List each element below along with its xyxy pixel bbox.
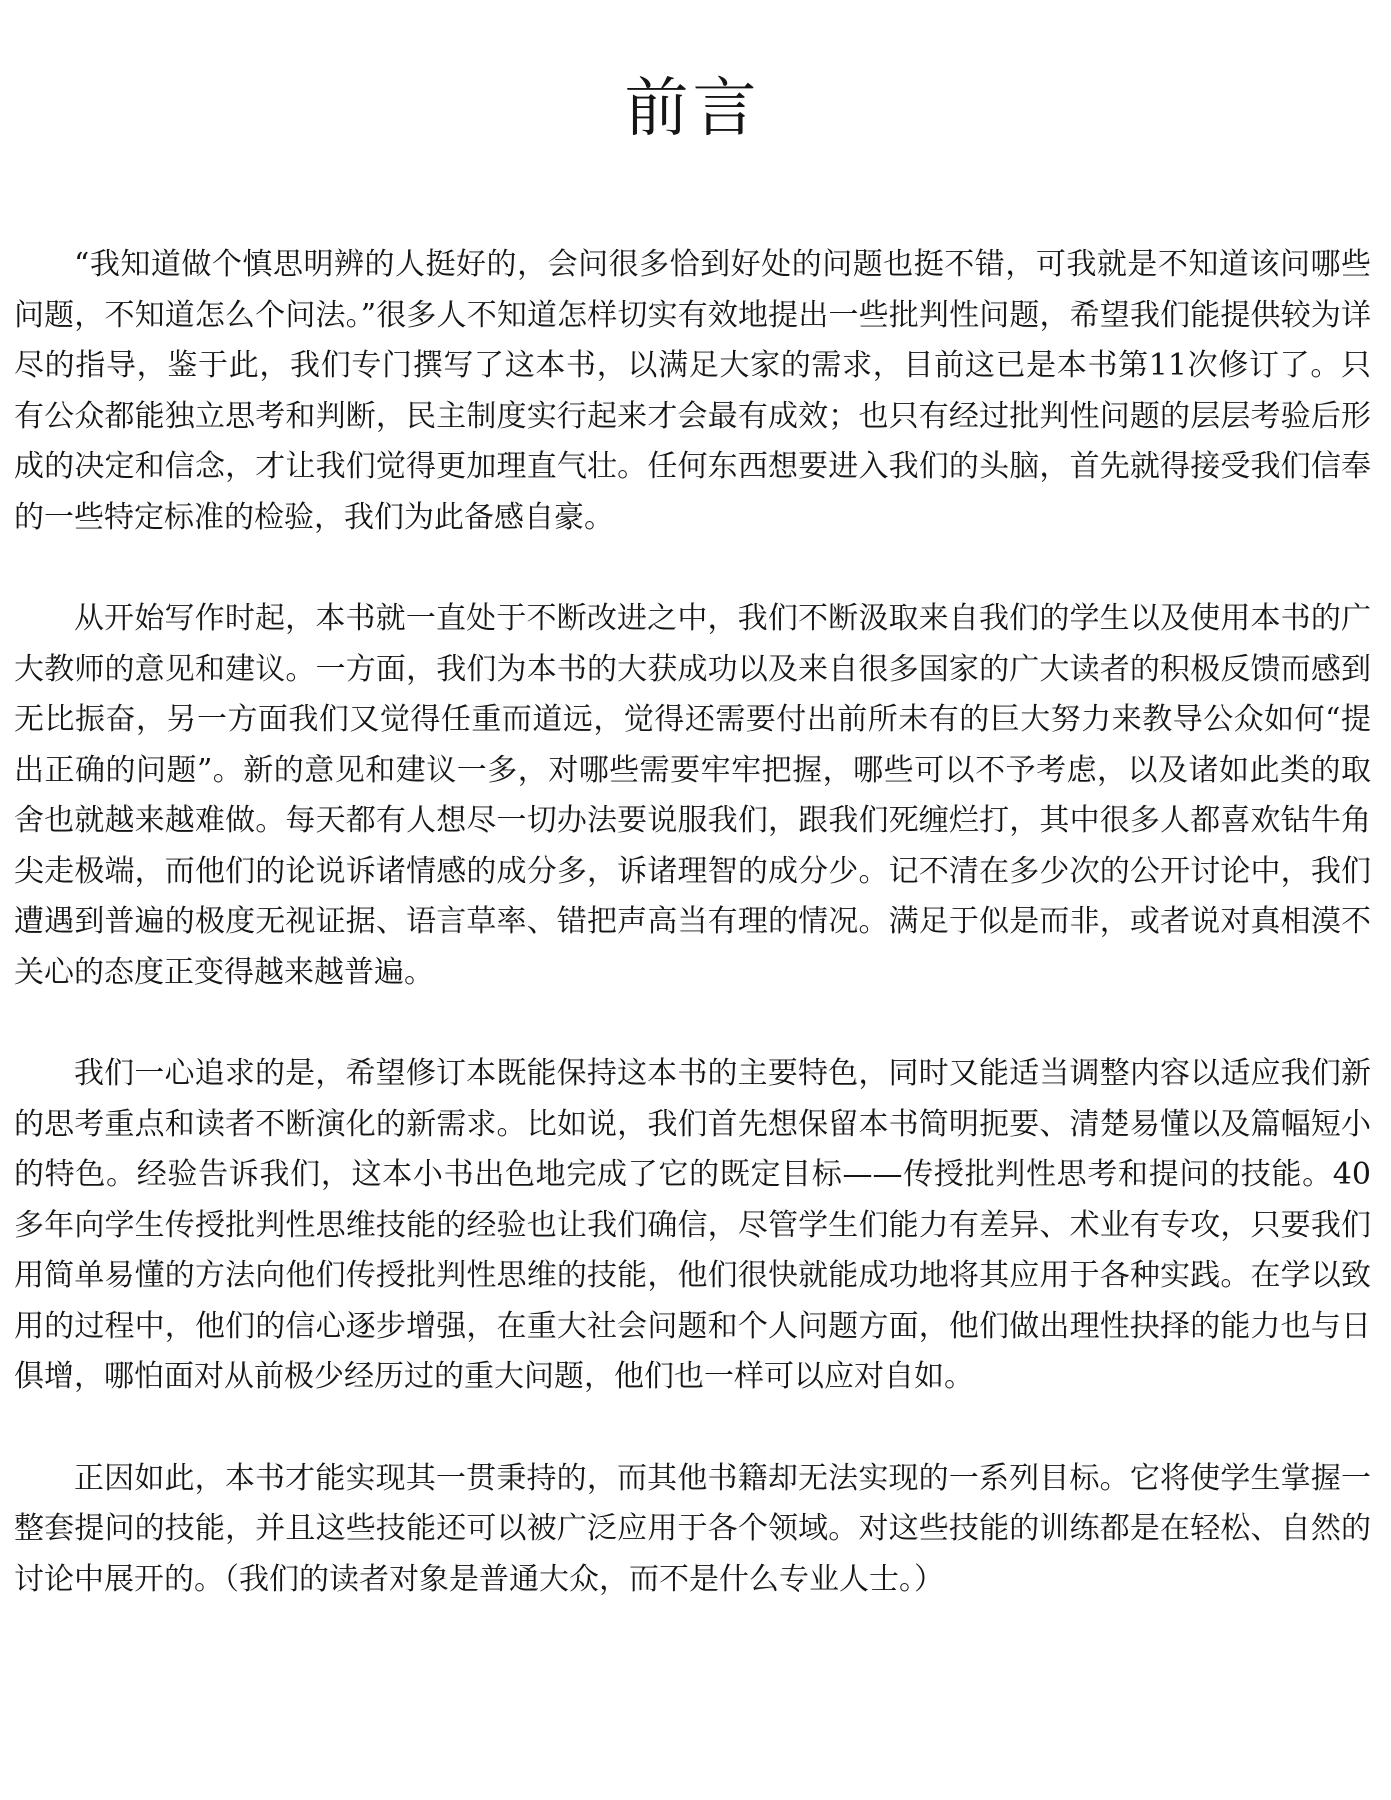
paragraph-2: 从开始写作时起，本书就一直处于不断改进之中，我们不断汲取来自我们的学生以及使用本书的广大教师的意见和建议。一方面，我们为本书的大获成功以及来自很多国家的广大读者的积极反馈而感到无比振奋，另一方面我们又觉得任重而道远，觉得还需要付出前所未有的巨大努力来教导公众如何“提出正确的问题”。新的意见和建议一多，对哪些需要牢牢把握，哪些可以不予考虑，以及诸如此类的取舍也就越来越难做。每天都有人想尽一切办法要说服我们，跟我们死缠烂打，其中很多人都喜欢钻牛角尖走极端，而他们的论说诉诸情感的成分多，诉诸理智的成分少。记不清在多少次的公开讨论中，我们遭遇到普遍的极度无视证据、语言草率、错把声高当有理的情况。满足于似是而非，或者说对真相漠不关心的态度正变得越来越普遍。 bbox=[14, 601, 1371, 990]
paragraph-3: 我们一心追求的是，希望修订本既能保持这本书的主要特色，同时又能适当调整内容以适应我们新的思考重点和读者不断演化的新需求。比如说，我们首先想保留本书简明扼要、清楚易懂以及篇幅短小的特色。经验告诉我们，这本小书出色地完成了它的既定目标——传授批判性思考和提问的技能。40多年向学生传授批判性思维技能的经验也让我们确信，尽管学生们能力有差异、术业有专攻，只要我们用简单易懂的方法向他们传授批判性思维的技能，他们很快就能成功地将其应用于各种实践。在学以致用的过程中，他们的信心逐步增强，在重大社会问题和个人问题方面，他们做出理性抉择的能力也与日俱增，哪怕面对从前极少经历过的重大问题，他们也一样可以应对自如。 bbox=[14, 1056, 1371, 1394]
paragraph-1: “我知道做个慎思明辨的人挺好的，会问很多恰到好处的问题也挺不错，可我就是不知道该问哪些问题，不知道怎么个问法。”很多人不知道怎样切实有效地提出一些批判性问题，希望我们能提供较为详尽的指导，鉴于此，我们专门撰写了这本书，以满足大家的需求，目前这已是本书第11次修订了。只有公众都能独立思考和判断，民主制度实行起来才会最有成效；也只有经过批判性问题的层层考验后形成的决定和信念，才让我们觉得更加理直气壮。任何东西想要进入我们的头脑，首先就得接受我们信奉的一些特定标准的检验，我们为此备感自豪。 bbox=[14, 247, 1371, 535]
page-title: 前言 bbox=[624, 72, 761, 146]
paragraph-4: 正因如此，本书才能实现其一贯秉持的，而其他书籍却无法实现的一系列目标。它将使学生掌握一整套提问的技能，并且这些技能还可以被广泛应用于各个领域。对这些技能的训练都是在轻松、自然的讨论中展开的。（我们的读者对象是普通大众，而不是什么专业人士。） bbox=[14, 1460, 1371, 1597]
